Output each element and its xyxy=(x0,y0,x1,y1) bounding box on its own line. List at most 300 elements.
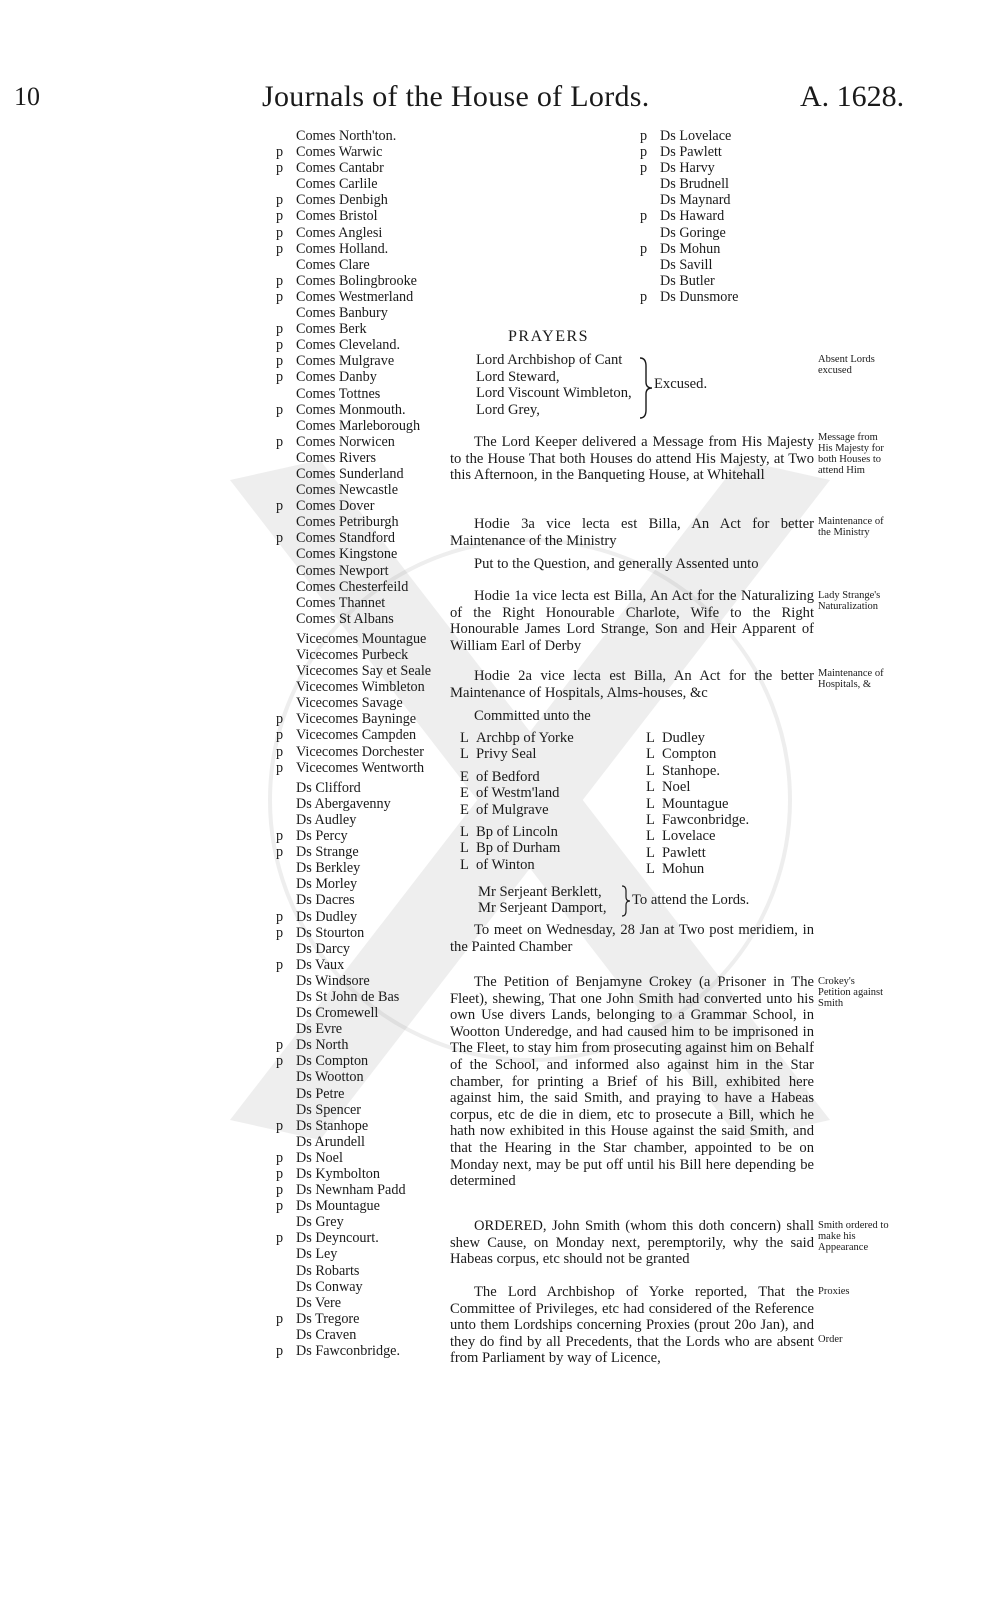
roll-entry xyxy=(276,663,431,679)
committee-member xyxy=(646,779,749,795)
roll-entry xyxy=(640,160,738,176)
lord-name: Ds Deyncourt. xyxy=(296,1230,379,1247)
presence-mark: p xyxy=(640,144,648,161)
excused-lords-list xyxy=(476,352,632,418)
proxies-text: The Lord Archbishop of Yorke reported, That the Committee of Privileges, etc had considered of the Reference unto them Lordships concerning Proxies (prout 20o Jan), and they do find by all Precedents, that the Lords who are absent from Parliament by way of Licence, xyxy=(450,1284,814,1367)
lord-name: Ds Dudley xyxy=(296,908,358,925)
roll-entry xyxy=(276,160,431,176)
roll-entry xyxy=(276,989,431,1005)
roll-entry xyxy=(276,711,431,727)
lord-name: Vicecomes Say et Seale xyxy=(296,663,432,680)
rank-letter: L xyxy=(460,856,469,873)
lord-name: Ds Maynard xyxy=(660,192,731,209)
roll-entry xyxy=(276,679,431,695)
roll-entry xyxy=(276,1246,431,1262)
lord-name: Ds Mohun xyxy=(660,240,721,257)
excused-lord: Lord Viscount Wimbleton, xyxy=(476,385,632,402)
lord-name: Ds Percy xyxy=(296,828,348,845)
roll-entry xyxy=(276,611,431,627)
committee-member xyxy=(646,730,749,746)
lord-name: Ds Compton xyxy=(296,1053,369,1070)
committed-text: Committed unto the xyxy=(474,708,591,724)
hospitals-bill-text: Hodie 2a vice lecta est Billa, An Act for the better Maintenance of Hospitals, Alms-houses, &c xyxy=(450,668,814,701)
lord-name: Ds Cromewell xyxy=(296,1005,379,1022)
committed-paragraph xyxy=(450,708,814,725)
lord-name: Ds Dacres xyxy=(296,892,355,909)
lord-name: Ds Windsore xyxy=(296,972,370,989)
lord-name: Ds Dunsmore xyxy=(660,288,739,305)
roll-entry xyxy=(276,727,431,743)
lord-name: Ds Audley xyxy=(296,811,357,828)
rank-letter: L xyxy=(460,730,469,746)
roll-entry xyxy=(276,695,431,711)
presence-mark: p xyxy=(276,321,284,338)
roll-entry xyxy=(276,1279,431,1295)
committee-member xyxy=(460,785,574,801)
lord-name: Vicecomes Mountague xyxy=(296,630,427,647)
committee-member xyxy=(646,746,749,762)
roll-entry xyxy=(276,369,431,385)
roll-entry xyxy=(276,892,431,908)
presence-mark: p xyxy=(276,1198,284,1215)
ministry-bill-text: Hodie 3a vice lecta est Billa, An Act for better Maintenance of the Ministry xyxy=(450,516,814,549)
member-name: Pawlett xyxy=(662,844,706,861)
presence-mark: p xyxy=(276,828,284,845)
lord-name: Vicecomes Dorchester xyxy=(296,743,424,760)
lord-name: Comes Newcastle xyxy=(296,482,399,499)
roll-entry xyxy=(276,353,431,369)
meet-text: To meet on Wednesday, 28 Jan at Two post meridiem, in the Painted Chamber xyxy=(450,922,814,955)
lord-name: Comes Tottnes xyxy=(296,385,381,402)
meet-paragraph xyxy=(450,922,814,955)
roll-entry xyxy=(276,257,431,273)
roll-entry xyxy=(276,1134,431,1150)
presence-mark: p xyxy=(276,288,284,305)
lord-name: Ds Petre xyxy=(296,1085,345,1102)
roll-entry xyxy=(276,780,431,796)
roll-entry xyxy=(276,1069,431,1085)
committee-member xyxy=(646,763,749,779)
presence-mark: p xyxy=(276,1343,284,1360)
roll-entry xyxy=(276,514,431,530)
lord-name: Ds Tregore xyxy=(296,1310,360,1327)
roll-entry xyxy=(276,760,431,776)
lord-name: Vicecomes Purbeck xyxy=(296,647,409,663)
presence-mark: p xyxy=(640,240,648,257)
lord-name: Ds Grey xyxy=(296,1214,344,1231)
presence-mark: p xyxy=(276,401,284,418)
roll-entry xyxy=(276,563,431,579)
journal-title: Journals of the House of Lords. xyxy=(262,80,650,113)
lord-name: Comes Monmouth. xyxy=(296,401,406,418)
roll-entry xyxy=(276,1150,431,1166)
presence-mark: p xyxy=(276,224,284,241)
ordered-text: ORDERED, John Smith (whom this doth concern) shall shew Cause, on Monday next, peremptorily, why the said Habeas corpus, etc should not be granted xyxy=(450,1218,814,1268)
lord-name: Ds Conway xyxy=(296,1278,363,1295)
roll-entry xyxy=(276,1295,431,1311)
roll-entry xyxy=(276,973,431,989)
member-name: of Bedford xyxy=(476,768,540,785)
roll-entry xyxy=(276,418,431,434)
presence-mark: p xyxy=(276,272,284,289)
roll-entry xyxy=(276,128,431,144)
roll-entry xyxy=(640,144,738,160)
presence-mark: p xyxy=(640,160,648,177)
lord-name: Vicecomes Bayninge xyxy=(296,711,417,728)
year-heading: A. 1628. xyxy=(800,80,905,113)
rank-letter: L xyxy=(646,812,655,829)
lord-name: Ds Harvy xyxy=(660,160,715,177)
rank-letter: L xyxy=(646,779,655,796)
petition-text: The Petition of Benjamyne Crokey (a Prisoner in The Fleet), shewing, That one John Smith had converted unto his own Use divers Lands, belonging to a Grammar School, in Wootton Underedge, and had caused him to be imprisoned in The Fleet, to stay him from prosecuting against him on Behalf of the School, and informed also against him in the Star chamber, for printing a Brief of his Bill, exhibited here against him, the said Smith, and praying to have a Habeas corpus, etc de die in diem, etc to prosecute a Bill, which he hath now exhibited in this House against the said Smith, and that the Hearing in the Star chamber, appointed to be on Monday next, may be put off until his Bill here depending be determined xyxy=(450,974,814,1190)
presence-mark: p xyxy=(640,208,648,225)
presence-mark: p xyxy=(276,1117,284,1134)
lord-name: Comes Bristol xyxy=(296,208,378,225)
lord-name: Comes Marleborough xyxy=(296,417,421,434)
presence-mark: p xyxy=(276,433,284,450)
margin-note-strange: Lady Strange's Naturalization xyxy=(818,590,881,612)
hospitals-bill-paragraph xyxy=(450,668,814,701)
presence-mark: p xyxy=(276,743,284,760)
presence-mark: p xyxy=(276,337,284,354)
roll-entry xyxy=(276,909,431,925)
roll-entry xyxy=(276,305,431,321)
lord-name: Ds Brudnell xyxy=(660,176,729,193)
lord-name: Vicecomes Campden xyxy=(296,727,417,744)
roll-entry xyxy=(276,1021,431,1037)
lord-name: Ds Abergavenny xyxy=(296,795,391,812)
lords-roll-left xyxy=(276,128,431,1359)
lord-name: Ds Clifford xyxy=(296,779,361,796)
member-name: of Winton xyxy=(476,856,535,873)
margin-note-ministry: Maintenance of the Ministry xyxy=(818,516,884,538)
roll-entry xyxy=(640,257,738,273)
rank-letter: L xyxy=(646,730,655,746)
lord-name: Ds Stanhope xyxy=(296,1117,369,1134)
roll-entry xyxy=(276,386,431,402)
member-name: Mountague xyxy=(662,795,729,812)
question-paragraph xyxy=(450,556,814,573)
lord-name: Comes St Albans xyxy=(296,610,394,627)
excused-lord: Lord Archbishop of Cant xyxy=(476,352,623,368)
presence-mark: p xyxy=(276,1230,284,1247)
roll-entry xyxy=(276,631,431,647)
rank-letter: L xyxy=(460,840,469,857)
lord-name: Comes Banbury xyxy=(296,305,388,322)
committee-member xyxy=(646,861,749,877)
serjeants-list xyxy=(478,884,606,917)
presence-mark: p xyxy=(276,498,284,515)
roll-entry xyxy=(276,450,431,466)
excused-brace xyxy=(638,356,654,420)
ministry-bill-paragraph xyxy=(450,516,814,549)
margin-note-proxies: Proxies xyxy=(818,1286,850,1297)
roll-entry xyxy=(276,744,431,760)
lord-name: Ds Strange xyxy=(296,844,359,861)
serjeant-name: Mr Serjeant Berklett, xyxy=(478,884,602,900)
lord-name: Comes North'ton. xyxy=(296,128,397,144)
roll-entry xyxy=(276,434,431,450)
roll-entry xyxy=(276,828,431,844)
lord-name: Ds Butler xyxy=(660,272,715,289)
roll-entry xyxy=(640,241,738,257)
lord-name: Ds Pawlett xyxy=(660,144,722,161)
roll-entry xyxy=(276,192,431,208)
presence-mark: p xyxy=(276,759,284,776)
rank-letter: L xyxy=(646,795,655,812)
lord-name: Ds Evre xyxy=(296,1021,343,1038)
roll-entry xyxy=(276,466,431,482)
roll-entry xyxy=(276,482,431,498)
member-name: Noel xyxy=(662,779,691,796)
question-text: Put to the Question, and generally Assented unto xyxy=(474,556,759,572)
lord-name: Ds Morley xyxy=(296,876,358,893)
excused-lord: Lord Steward, xyxy=(476,368,560,385)
lord-name: Comes Clare xyxy=(296,256,370,273)
roll-entry xyxy=(276,1166,431,1182)
presence-mark: p xyxy=(276,1166,284,1182)
roll-entry xyxy=(276,321,431,337)
rank-letter: L xyxy=(460,746,469,763)
presence-mark: p xyxy=(276,844,284,861)
roll-entry xyxy=(276,498,431,514)
roll-entry xyxy=(276,225,431,241)
committee-member xyxy=(460,730,574,746)
roll-entry xyxy=(276,941,431,957)
committee-member xyxy=(646,796,749,812)
roll-entry xyxy=(276,337,431,353)
lord-name: Comes Westmerland xyxy=(296,288,414,305)
lord-name: Comes Norwicen xyxy=(296,433,395,450)
member-name: Bp of Durham xyxy=(476,840,561,857)
committee-member xyxy=(646,828,749,844)
lord-name: Comes Anglesi xyxy=(296,224,383,241)
presence-mark: p xyxy=(276,1149,284,1166)
lord-name: Ds Berkley xyxy=(296,860,361,877)
lord-name: Ds Savill xyxy=(660,256,713,273)
roll-entry xyxy=(640,225,738,241)
roll-entry xyxy=(276,595,431,611)
roll-entry xyxy=(276,1214,431,1230)
committee-member xyxy=(460,769,574,785)
lord-name: Vicecomes Wentworth xyxy=(296,759,425,776)
lord-name: Ds Fawconbridge. xyxy=(296,1343,401,1360)
member-name: Privy Seal xyxy=(476,746,537,763)
proxies-paragraph xyxy=(450,1284,814,1367)
serjeants-brace xyxy=(620,884,632,918)
member-name: Mohun xyxy=(662,861,705,878)
roll-entry xyxy=(276,241,431,257)
roll-entry xyxy=(276,1327,431,1343)
roll-entry xyxy=(276,579,431,595)
lords-roll-right xyxy=(640,128,738,305)
presence-mark: p xyxy=(640,128,648,144)
presence-mark: p xyxy=(276,144,284,161)
lord-name: Ds North xyxy=(296,1037,349,1054)
petition-paragraph xyxy=(450,974,814,1190)
lord-name: Ds St John de Bas xyxy=(296,988,400,1005)
presence-mark: p xyxy=(276,1053,284,1070)
committee-member xyxy=(460,746,574,762)
roll-entry xyxy=(276,289,431,305)
committee-left-list xyxy=(460,730,574,873)
margin-note-smith: Smith ordered to make his Appearance xyxy=(818,1220,889,1253)
message-text: The Lord Keeper delivered a Message from His Majesty to the House That both Houses do attend His Majesty, at Two this Afternoon, in the Banqueting House, at Whitehall xyxy=(450,434,814,484)
presence-mark: p xyxy=(276,924,284,941)
committee-member xyxy=(646,845,749,861)
roll-entry xyxy=(640,289,738,305)
lord-name: Ds Robarts xyxy=(296,1262,360,1279)
lord-name: Comes Chesterfeild xyxy=(296,578,409,595)
presence-mark: p xyxy=(276,192,284,209)
presence-mark: p xyxy=(276,956,284,973)
rank-letter: L xyxy=(646,746,655,763)
lord-name: Vicecomes Savage xyxy=(296,695,403,712)
lord-name: Ds Noel xyxy=(296,1149,343,1166)
rank-letter: L xyxy=(460,824,469,841)
lord-name: Ds Ley xyxy=(296,1246,338,1263)
serjeant-name: Mr Serjeant Damport, xyxy=(478,900,607,917)
rank-letter: E xyxy=(460,785,469,802)
rank-letter: L xyxy=(646,828,655,845)
excused-label: Excused. xyxy=(654,376,708,392)
lord-name: Comes Mulgrave xyxy=(296,353,395,370)
roll-entry xyxy=(276,208,431,224)
roll-entry xyxy=(276,1037,431,1053)
presence-mark: p xyxy=(276,1310,284,1327)
lord-name: Comes Cleveland. xyxy=(296,337,401,354)
committee-member xyxy=(646,812,749,828)
presence-mark: p xyxy=(276,908,284,925)
committee-right-list xyxy=(646,730,749,878)
ordered-paragraph xyxy=(450,1218,814,1268)
presence-mark: p xyxy=(276,1037,284,1054)
roll-entry xyxy=(276,273,431,289)
lord-name: Ds Craven xyxy=(296,1326,357,1343)
rank-letter: E xyxy=(460,768,469,785)
committee-member xyxy=(460,824,574,840)
presence-mark: p xyxy=(276,160,284,177)
committee-member xyxy=(460,840,574,856)
lord-name: Ds Stourton xyxy=(296,924,365,941)
presence-mark: p xyxy=(640,288,648,305)
presence-mark: p xyxy=(276,1182,284,1199)
roll-entry xyxy=(276,1343,431,1359)
roll-entry xyxy=(276,1198,431,1214)
roll-entry xyxy=(276,796,431,812)
roll-entry xyxy=(276,546,431,562)
lord-name: Vicecomes Wimbleton xyxy=(296,679,425,696)
lord-name: Ds Kymbolton xyxy=(296,1166,380,1182)
roll-entry xyxy=(276,925,431,941)
page-number: 10 xyxy=(14,82,40,111)
roll-entry xyxy=(276,876,431,892)
lord-name: Comes Rivers xyxy=(296,449,376,466)
member-name: of Mulgrave xyxy=(476,801,549,818)
margin-note-crokey: Crokey's Petition against Smith xyxy=(818,976,884,1009)
roll-entry xyxy=(640,176,738,192)
lord-name: Ds Newnham Padd xyxy=(296,1182,406,1199)
roll-entry xyxy=(276,1102,431,1118)
lord-name: Ds Lovelace xyxy=(660,128,732,144)
lord-name: Ds Arundell xyxy=(296,1133,365,1150)
committee-member xyxy=(460,857,574,873)
member-name: Fawconbridge. xyxy=(662,812,750,829)
lord-name: Ds Goringe xyxy=(660,224,726,241)
roll-entry xyxy=(276,957,431,973)
excused-lord: Lord Grey, xyxy=(476,401,540,418)
roll-entry xyxy=(276,176,431,192)
presence-mark: p xyxy=(276,208,284,225)
presence-mark: p xyxy=(276,711,284,728)
member-name: Stanhope. xyxy=(662,762,720,779)
presence-mark: p xyxy=(276,727,284,744)
strange-bill-paragraph xyxy=(450,588,814,654)
margin-note-absent: Absent Lords excused xyxy=(818,354,875,376)
margin-note-message: Message from His Majesty for both Houses to attend Him xyxy=(818,432,884,476)
member-name: Compton xyxy=(662,746,717,763)
committee-member xyxy=(460,802,574,818)
message-paragraph xyxy=(450,434,814,484)
lord-name: Comes Kingstone xyxy=(296,546,398,563)
lord-name: Comes Warwic xyxy=(296,144,383,161)
roll-entry xyxy=(276,1263,431,1279)
presence-mark: p xyxy=(276,530,284,547)
roll-entry xyxy=(276,530,431,546)
member-name: of Westm'land xyxy=(476,785,560,802)
lord-name: Ds Darcy xyxy=(296,940,350,957)
lord-name: Comes Danby xyxy=(296,369,377,386)
lord-name: Comes Bolingbrooke xyxy=(296,272,417,289)
lord-name: Ds Wootton xyxy=(296,1069,364,1086)
roll-entry xyxy=(276,402,431,418)
lord-name: Comes Sunderland xyxy=(296,465,404,482)
prayers-heading: PRAYERS xyxy=(508,328,590,345)
lord-name: Ds Haward xyxy=(660,208,725,225)
member-name: Bp of Lincoln xyxy=(476,824,558,841)
lord-name: Ds Mountague xyxy=(296,1198,380,1215)
member-name: Lovelace xyxy=(662,828,716,845)
lord-name: Comes Cantabr xyxy=(296,160,384,177)
lord-name: Comes Carlile xyxy=(296,176,378,193)
presence-mark: p xyxy=(276,353,284,370)
lord-name: Ds Spencer xyxy=(296,1101,362,1118)
lord-name: Comes Holland. xyxy=(296,240,389,257)
lord-name: Comes Berk xyxy=(296,321,367,338)
margin-note-order: Order xyxy=(818,1334,843,1345)
rank-letter: E xyxy=(460,801,469,818)
roll-entry xyxy=(276,1230,431,1246)
presence-mark: p xyxy=(276,240,284,257)
lord-name: Ds Vere xyxy=(296,1294,342,1311)
roll-entry xyxy=(276,144,431,160)
roll-entry xyxy=(276,1053,431,1069)
margin-note-hospitals: Maintenance of Hospitals, & xyxy=(818,668,884,690)
member-name: Dudley xyxy=(662,730,705,746)
roll-entry xyxy=(276,844,431,860)
lord-name: Ds Vaux xyxy=(296,956,345,973)
roll-entry xyxy=(276,1182,431,1198)
roll-entry xyxy=(640,192,738,208)
roll-entry xyxy=(276,647,431,663)
roll-entry xyxy=(276,1311,431,1327)
rank-letter: L xyxy=(646,844,655,861)
rank-letter: L xyxy=(646,861,655,878)
presence-mark: p xyxy=(276,369,284,386)
roll-entry xyxy=(276,1086,431,1102)
roll-entry xyxy=(640,128,738,144)
lord-name: Comes Thannet xyxy=(296,594,386,611)
